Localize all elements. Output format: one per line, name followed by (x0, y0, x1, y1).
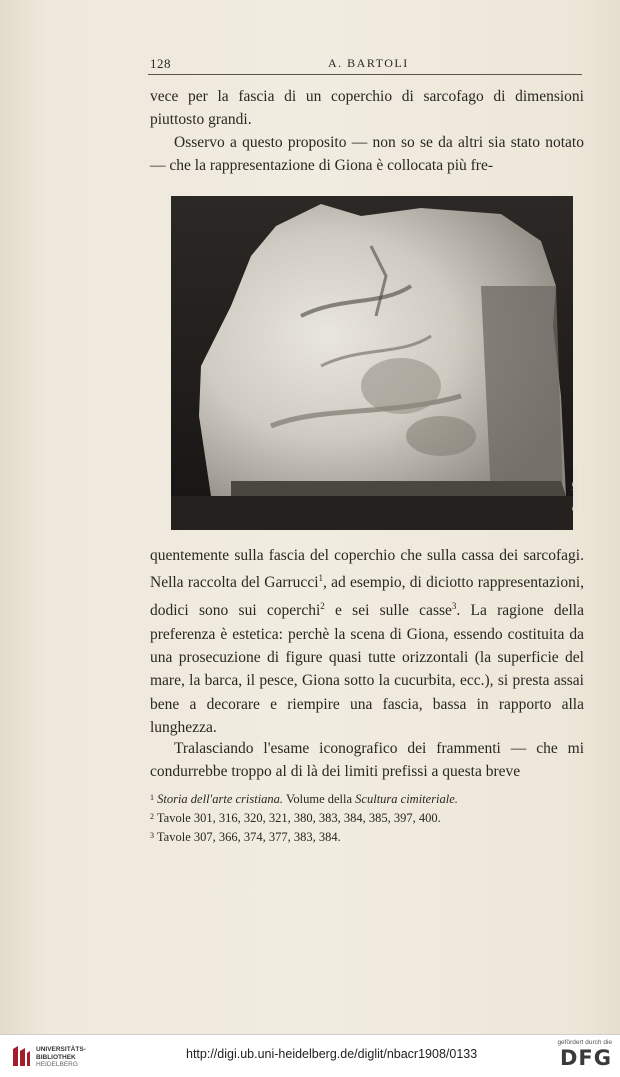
footnote-title: Storia dell'arte cristiana. (157, 792, 284, 806)
paragraph-2: Osservo a questo proposito — non so se da altri sia stato notato — che la rappresentazione di Giona è collocata più fre- (150, 134, 584, 175)
footnote-ref-2: 2 (320, 600, 325, 611)
paragraph-3-part-a: quentemente sulla fascia del coperchio che sulla cassa dei sarcofagi. Nella raccolta del Garrucci (150, 547, 584, 592)
footnote-text: Tavole 301, 316, 320, 321, 380, 383, 384, 385, 397, 400. (156, 811, 441, 825)
photo-image (171, 196, 573, 530)
library-logo[interactable] (10, 1043, 130, 1071)
running-header (148, 54, 582, 75)
sarcophagus-fragment-photo (171, 196, 580, 530)
library-name-line-3: HEIDELBERG (36, 1061, 78, 1068)
permalink-url[interactable]: http://digi.ub.uni-heidelberg.de/diglit/nbacr1908/0133 (186, 1047, 478, 1061)
footnote-2 (150, 808, 584, 827)
library-name-line-1: UNIVERSITÄTS- (36, 1046, 86, 1053)
library-emblem-icon (10, 1043, 32, 1069)
viewer-footer (0, 1034, 620, 1077)
page-number: 128 (150, 56, 171, 71)
footnote-number: 3 (150, 831, 154, 840)
photographer-credit: Danesi-Roma (572, 468, 580, 511)
footnote-3 (150, 827, 584, 846)
footnote-text: Tavole 307, 366, 374, 377, 383, 384. (156, 830, 341, 844)
footnote-1 (150, 789, 584, 808)
dfg-logo: DFG (559, 1046, 612, 1070)
footnote-title-2: Scultura cimiteriale. (355, 792, 458, 806)
library-name-line-2: BIBLIOTHEK (36, 1053, 76, 1061)
footnote-text: Volume della (283, 792, 356, 806)
paragraph-1: vece per la fascia di un coperchio di sarcofago di dimensioni piuttosto grandi. (150, 88, 584, 129)
footnote-ref-3: 3 (451, 600, 457, 611)
footnote-number: 1 (150, 793, 154, 802)
paragraph-3-part-c: e sei sulle casse (324, 602, 452, 620)
paragraph-3-part-d: . La ragione della preferenza è estetica: perchè la scena di Giona, essendo costituita da una prosecuzione di figure quasi tutte orizzontali (la superficie del mare, la barca, il pesce, Giona sotto la cucurbita, ecc.), si presta assai bene a decorare e riempire una fascia, bassa in rapporto alla lunghezza. (150, 602, 584, 737)
footnote-number: 2 (150, 812, 154, 821)
paragraph-3 (150, 544, 584, 740)
paragraph-4: Tralasciando l'esame iconografico dei frammenti — che mi condurrebbe troppo al di là dei limiti prefissi a questa breve (150, 740, 584, 781)
dfg-funding[interactable] (548, 1039, 612, 1070)
footnote-ref-1: 1 (318, 573, 324, 584)
paragraph-3-part-b: , ad esempio, di diciotto rappresentazioni, dodici sono sui coperchi (150, 574, 584, 620)
library-name (36, 1046, 86, 1069)
running-title: A. BARTOLI (328, 56, 409, 70)
footnotes (150, 789, 584, 846)
funding-text: gefördert durch die (557, 1039, 612, 1046)
